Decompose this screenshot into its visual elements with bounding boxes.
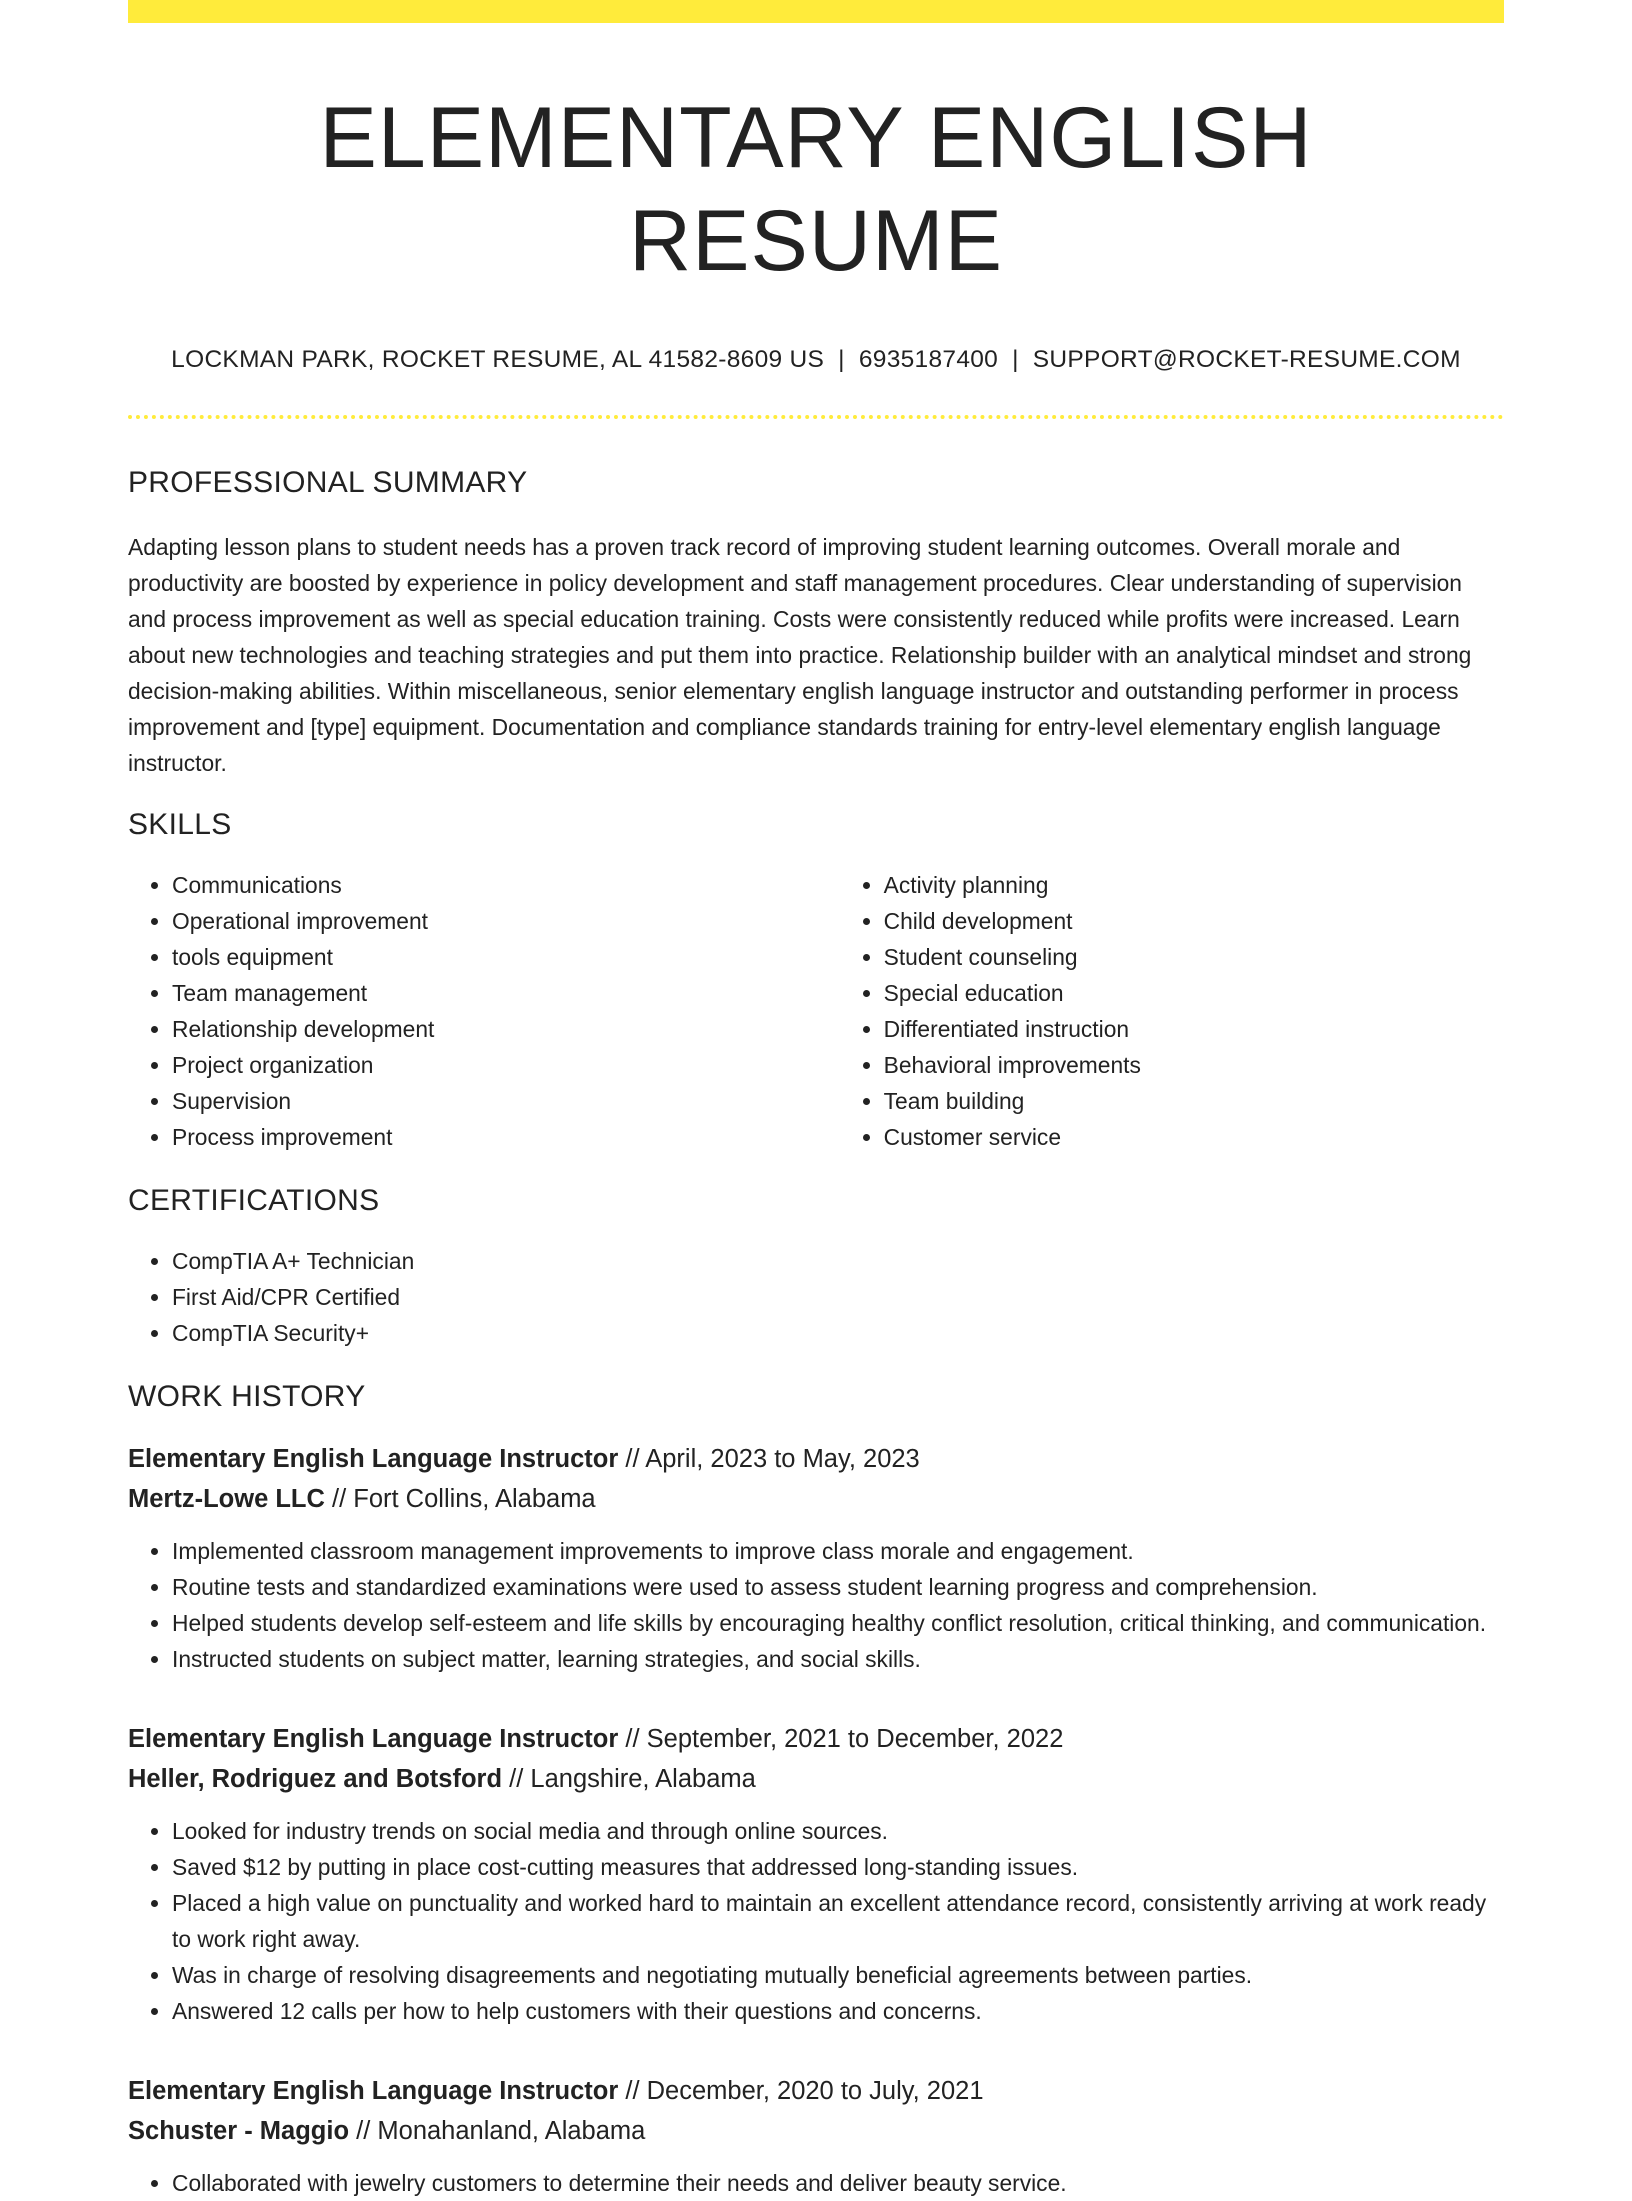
list-item: • Team building (884, 1083, 1504, 1119)
job-entry (128, 1439, 1504, 1677)
company-line (128, 1759, 1504, 1799)
resume-content (128, 0, 1504, 2201)
separator: | (1012, 346, 1019, 374)
list-item: • Child development (884, 903, 1504, 939)
company-name: Schuster - Maggio (128, 2116, 350, 2145)
separator: // (509, 1764, 524, 1793)
address: LOCKMAN PARK, ROCKET RESUME, AL 41582-8609 US (171, 346, 825, 374)
company-line (128, 2111, 1504, 2151)
summary-heading: PROFESSIONAL SUMMARY (128, 465, 528, 499)
list-item: • Customer service (884, 1119, 1504, 1155)
list-item: • Helped students develop self-esteem and life skills by encouraging healthy conflict resolution, critical thinking, and communication. (172, 1605, 1504, 1641)
list-item: • Student counseling (884, 939, 1504, 975)
list-item: • Project organization (172, 1047, 840, 1083)
separator: // (625, 1724, 640, 1753)
list-item: • Process improvement (172, 1119, 840, 1155)
separator: // (625, 2076, 640, 2105)
list-item: • Looked for industry trends on social media and through online sources. (172, 1813, 1504, 1849)
job-title-line (128, 1439, 1504, 1479)
list-item: • Placed a high value on punctuality and worked hard to maintain an excellent attendance record, consistently arriving at work ready to work right away. (172, 1885, 1504, 1957)
job-location: Fort Collins, Alabama (353, 1484, 596, 1513)
separator: // (332, 1484, 347, 1513)
duties-list (128, 1533, 1504, 1677)
list-item: • Operational improvement (172, 903, 840, 939)
skills-left-list (128, 867, 840, 1155)
job-title: Elementary English Language Instructor (128, 1724, 619, 1753)
list-item: • Differentiated instruction (884, 1011, 1504, 1047)
job-entry (128, 2071, 1504, 2201)
separator: // (625, 1444, 640, 1473)
duties-list (128, 2165, 1504, 2201)
list-item: • Collaborated with jewelry customers to determine their needs and deliver beauty service. (172, 2165, 1504, 2201)
skills-columns (128, 867, 1504, 1155)
separator: | (838, 346, 845, 374)
company-name: Mertz-Lowe LLC (128, 1484, 325, 1513)
summary-text: Adapting lesson plans to student needs has a proven track record of improving student learning outcomes. Overall morale and productivity are boosted by experience in policy development and staff management procedures. Clear understanding of supervision and process improvement as well as special education training. Costs were consistently reduced while profits were increased. Learn about new technologies and teaching strategies and put them into practice. Relationship builder with an analytical mindset and strong decision-making abilities. Within miscellaneous, senior elementary english language instructor and outstanding performer in process improvement and [type] equipment. Documentation and compliance standards training for entry-level elementary english language instructor. (128, 533, 1472, 776)
job-dates: September, 2021 to December, 2022 (646, 1724, 1064, 1753)
list-item: • Was in charge of resolving disagreements and negotiating mutually beneficial agreements between parties. (172, 1957, 1504, 1993)
top-accent-bar (128, 0, 1504, 23)
certifications-heading: CERTIFICATIONS (128, 1183, 380, 1217)
separator: // (356, 2116, 371, 2145)
contact-line (128, 345, 1504, 374)
phone: 6935187400 (858, 346, 999, 374)
job-entry (128, 1719, 1504, 2029)
list-item: • Relationship development (172, 1011, 840, 1047)
list-item: • Implemented classroom management improvements to improve class morale and engagement. (172, 1533, 1504, 1569)
job-location: Monahanland, Alabama (377, 2116, 646, 2145)
resume-title: ELEMENTARY ENGLISH RESUME (319, 90, 1313, 290)
certifications-list (128, 1243, 1504, 1351)
list-item: • Routine tests and standardized examinations were used to assess student learning progress and comprehension. (172, 1569, 1504, 1605)
job-title-line (128, 2071, 1504, 2111)
dotted-divider (128, 415, 1504, 419)
list-item: • CompTIA A+ Technician (172, 1243, 1504, 1279)
list-item: • Instructed students on subject matter, learning strategies, and social skills. (172, 1641, 1504, 1677)
work-history-heading: WORK HISTORY (128, 1379, 366, 1413)
job-dates: April, 2023 to May, 2023 (645, 1444, 920, 1473)
company-line (128, 1479, 1504, 1519)
duties-list (128, 1813, 1504, 2029)
skills-right-list (840, 867, 1504, 1155)
list-item: • Team management (172, 975, 840, 1011)
list-item: • Answered 12 calls per how to help customers with their questions and concerns. (172, 1993, 1504, 2029)
job-title-line (128, 1719, 1504, 1759)
list-item: • CompTIA Security+ (172, 1315, 1504, 1351)
list-item: • Behavioral improvements (884, 1047, 1504, 1083)
email: SUPPORT@ROCKET-RESUME.COM (1032, 346, 1461, 374)
job-dates: December, 2020 to July, 2021 (646, 2076, 984, 2105)
list-item: • Special education (884, 975, 1504, 1011)
list-item: • First Aid/CPR Certified (172, 1279, 1504, 1315)
list-item: • tools equipment (172, 939, 840, 975)
list-item: • Saved $12 by putting in place cost-cutting measures that addressed long-standing issues. (172, 1849, 1504, 1885)
job-title: Elementary English Language Instructor (128, 1444, 619, 1473)
skills-heading: SKILLS (128, 807, 232, 841)
company-name: Heller, Rodriguez and Botsford (128, 1764, 503, 1793)
list-item: • Supervision (172, 1083, 840, 1119)
job-location: Langshire, Alabama (530, 1764, 756, 1793)
list-item: • Activity planning (884, 867, 1504, 903)
job-title: Elementary English Language Instructor (128, 2076, 619, 2105)
list-item: • Communications (172, 867, 840, 903)
